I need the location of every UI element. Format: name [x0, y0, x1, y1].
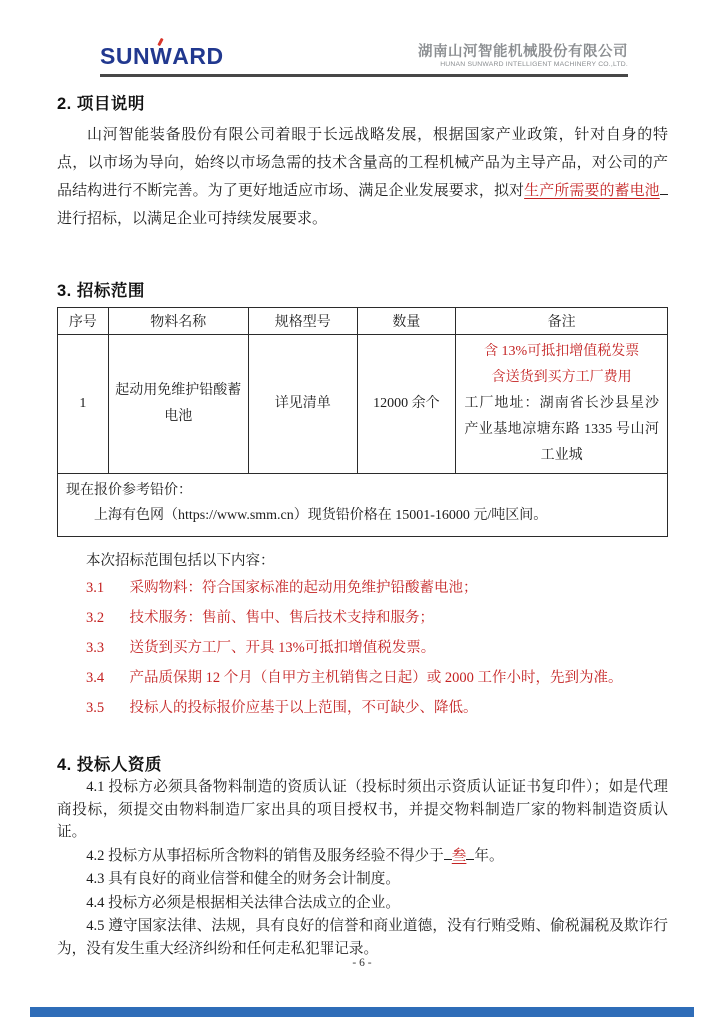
section2-heading: 2. 项目说明: [57, 95, 145, 114]
table-row: [58, 335, 668, 474]
section3-heading: 3. 招标范围: [57, 282, 145, 301]
item-number: 3.4: [86, 670, 105, 687]
price-note-cell: [58, 474, 668, 537]
list-item-3-5: [57, 693, 668, 723]
company-name-block: [418, 44, 628, 68]
price-note-title: 现在报价参考铅价：: [66, 483, 192, 499]
section4-heading: 4. 投标人资质: [57, 756, 162, 775]
table-price-note-row: [58, 474, 668, 537]
cell-material: 起动用免维护铅酸蓄电池: [108, 335, 248, 474]
company-name-cn: 湖南山河智能机械股份有限公司: [418, 44, 628, 60]
item-number: 3.5: [86, 700, 105, 717]
logo-text-sun: SUN: [100, 43, 151, 70]
clause-4-5: 4.5 遵守国家法律、法规，具有良好的信誉和商业道德，没有行贿受贿、偷税漏税及欺诈行为，没有发生重大经济纠纷和任何走私犯罪记录。: [57, 918, 668, 957]
item-text: 产品质保期 12 个月（自甲方主机销售之日起）或 2000 工作小时，先到为准。: [129, 670, 623, 687]
col-header-remark: 备注: [456, 308, 668, 335]
company-name-en: HUNAN SUNWARD INTELLIGENT MACHINERY CO.,LTD.: [440, 60, 628, 68]
col-header-no: 序号: [58, 308, 109, 335]
list-item-3-3: [57, 633, 668, 663]
item-text: 投标人的投标报价应基于以上范围，不可缺少、降低。: [129, 700, 478, 717]
tender-scope-table: [57, 307, 668, 537]
item-text: 送货到买方工厂、开具 13%可抵扣增值税发票。: [129, 640, 436, 657]
col-header-material: 物料名称: [108, 308, 248, 335]
clause-4-2-highlight-years: 叁: [451, 847, 467, 864]
clause-4-4: 4.4 投标方必须是根据相关法律合法成立的企业。: [86, 894, 400, 911]
clause-4-2-suffix: 年。: [474, 847, 504, 864]
cell-spec: 详见清单: [248, 335, 357, 474]
cell-remark: [456, 335, 668, 474]
cell-no: 1: [58, 335, 109, 474]
clause-4-1: 4.1 投标方必须具备物料制造的资质认证（投标时须出示资质认证证书复印件）；如是代理商投标，须提交由物料制造厂家出具的项目授权书，并提交物料制造厂家的物料制造资质认证。: [57, 779, 668, 841]
cell-qty: 12000 余个: [357, 335, 456, 474]
page-header: [100, 44, 628, 74]
clause-4-3: 4.3 具有良好的商业信誉和健全的财务会计制度。: [86, 871, 400, 888]
table-header-row: [58, 308, 668, 335]
logo-letter-w: W: [150, 45, 172, 68]
item-text: 采购物料：符合国家标准的起动用免维护铅酸蓄电池；: [129, 580, 478, 597]
price-note-detail: 上海有色网（https://www.smm.cn）现货铅价格在 15001-16000 元/吨区间。: [94, 508, 548, 524]
list-item-3-1: [57, 573, 668, 603]
item-number: 3.2: [86, 610, 105, 627]
col-header-qty: 数量: [357, 308, 456, 335]
footer-bar: [30, 1007, 694, 1017]
section2-paragraph: [57, 121, 668, 233]
underline-blank: [444, 845, 452, 860]
section2-text-before: 山河智能装备股份有限公司着眼于长远战略发展，根据国家产业政策，针对自身的特点，以市场为导向，始终以市场急需的技术含量高的工程机械产品为主导产品，对公司的产品结构进行不断完善。为了更好地适应市场、满足企业发展要求，拟对: [57, 127, 668, 200]
clause-4-2-text: 4.2 投标方从事招标所含物料的销售及服务经验不得少于: [86, 847, 444, 864]
remark-tax-note: 含 13%可抵扣增值税发票: [484, 344, 640, 360]
item-number: 3.1: [86, 580, 105, 597]
remark-factory-address: 工厂地址：湖南省长沙县星沙产业基地凉塘东路 1335 号山河工业城: [464, 396, 659, 464]
remark-delivery-note: 含送货到买方工厂费用: [491, 370, 632, 386]
list-item-3-2: [57, 603, 668, 633]
sunward-logo: [100, 45, 224, 68]
item-number: 3.3: [86, 640, 105, 657]
section3-intro: 本次招标范围包括以下内容：: [86, 553, 275, 570]
list-item-3-4: [57, 663, 668, 693]
page-number: - 6 -: [352, 957, 372, 969]
logo-text-ard: ARD: [172, 43, 224, 70]
header-divider: [100, 74, 628, 77]
clause-4-2: [57, 845, 668, 868]
section2-highlight-battery: 生产所需要的蓄电池: [524, 183, 660, 200]
section2-text-after: 进行招标，以满足企业可持续发展要求。: [57, 211, 328, 228]
col-header-spec: 规格型号: [248, 308, 357, 335]
item-text: 技术服务：售前、售中、售后技术支持和服务；: [129, 610, 434, 627]
underline-blank: [660, 180, 668, 195]
